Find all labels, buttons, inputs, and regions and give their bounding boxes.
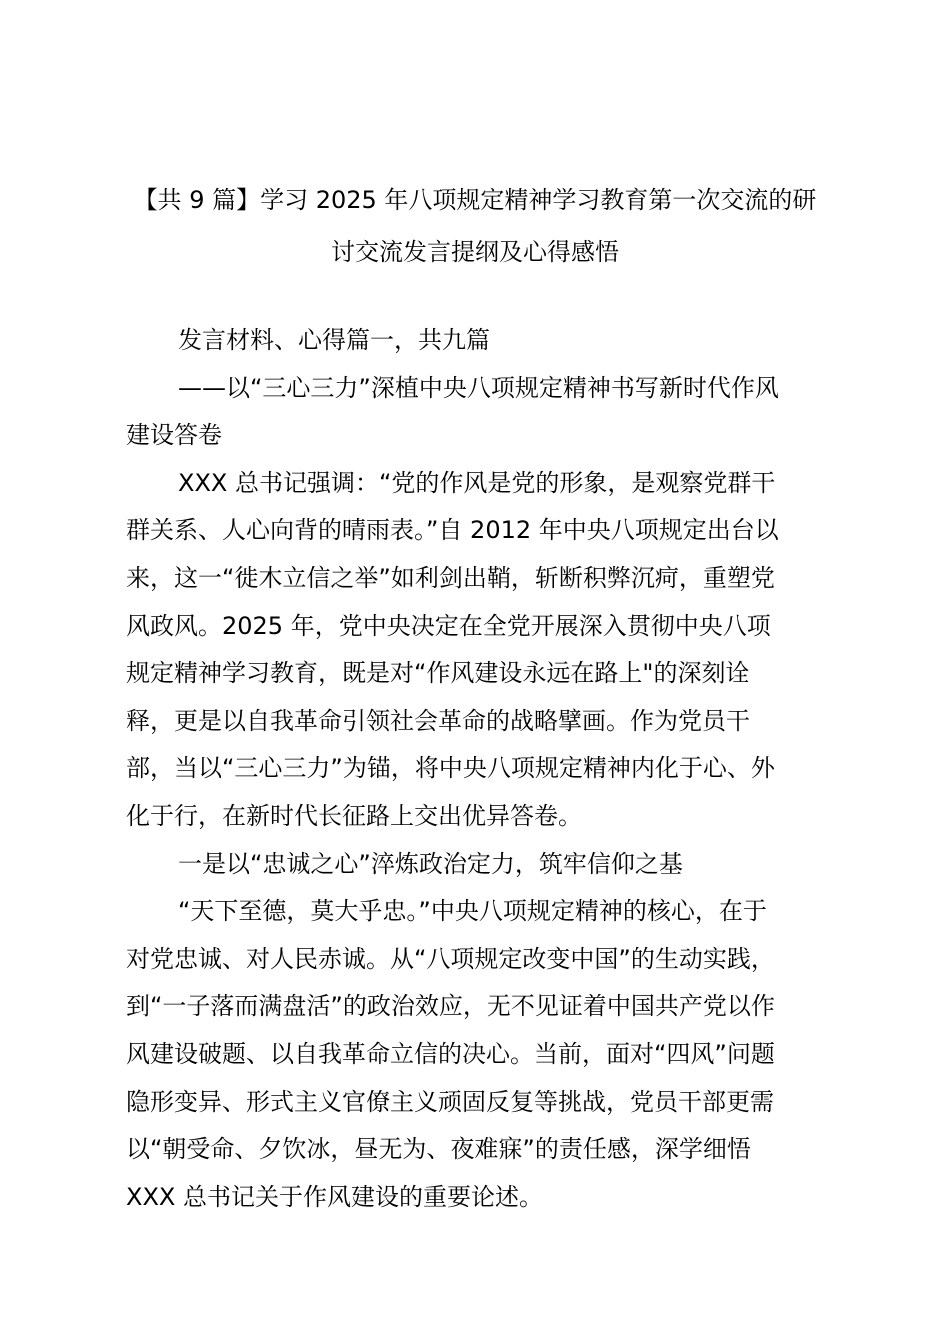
paragraph-line: 规定精神学习教育，既是对“作风建设永远在路上"的深刻诠 [126,659,750,688]
paragraph-line: 以“朝受命、夕饮冰，昼无为、夜难寐”的责任感，深学细悟 [126,1135,751,1164]
section-heading: 发言材料、心得篇一，共九篇 [178,326,490,354]
paragraph-line: 化于行，在新时代长征路上交出优异答卷。 [126,801,582,830]
paragraph-line: XXX 总书记关于作风建设的重要论述。 [126,1182,543,1211]
document-body [126,317,826,1221]
paragraph-line: 到“一子落而满盘活”的政治效应，无不见证着中国共产党以作 [126,992,775,1021]
paragraph-line: 部，当以“三心三力”为锚，将中央八项规定精神内化于心、外 [126,754,775,783]
paragraph-line: “天下至德，莫大乎忠。”中央八项规定精神的核心，在于 [178,897,767,926]
paragraph-line: 风政风。2025 年，党中央决定在全党开展深入贯彻中央八项 [126,611,771,640]
paragraph-line: XXX 总书记强调：“党的作风是党的形象，是观察党群干 [178,468,776,497]
paragraph-line: 对党忠诚、对人民赤诚。从“八项规定改变中国”的生动实践， [126,944,775,973]
point-heading: 一是以“忠诚之心”淬炼政治定力，筑牢信仰之基 [178,849,683,878]
title-line-1: 【共 9 篇】学习 2025 年八项规定精神学习教育第一次交流的研 [133,186,817,214]
paragraph-line: 隐形变异、形式主义官僚主义顽固反复等挑战，党员干部更需 [126,1087,774,1116]
title-line-2: 讨交流发言提纲及心得感悟 [331,238,619,266]
paragraph-line: 群关系、人心向背的晴雨表。”自 2012 年中央八项规定出台以 [126,516,779,545]
paragraph-line: 风建设破题、以自我革命立信的决心。当前，面对“四风”问题 [126,1039,775,1068]
document-title [120,174,830,278]
subtitle-line: 建设答卷 [126,421,222,450]
paragraph-line: 释，更是以自我革命引领社会革命的战略擘画。作为党员干 [126,706,750,735]
paragraph-line: 来，这一“徙木立信之举”如利剑出鞘，斩断积弊沉疴，重塑党 [126,563,775,592]
subtitle-line: ——以“三心三力”深植中央八项规定精神书写新时代作风 [178,373,779,402]
